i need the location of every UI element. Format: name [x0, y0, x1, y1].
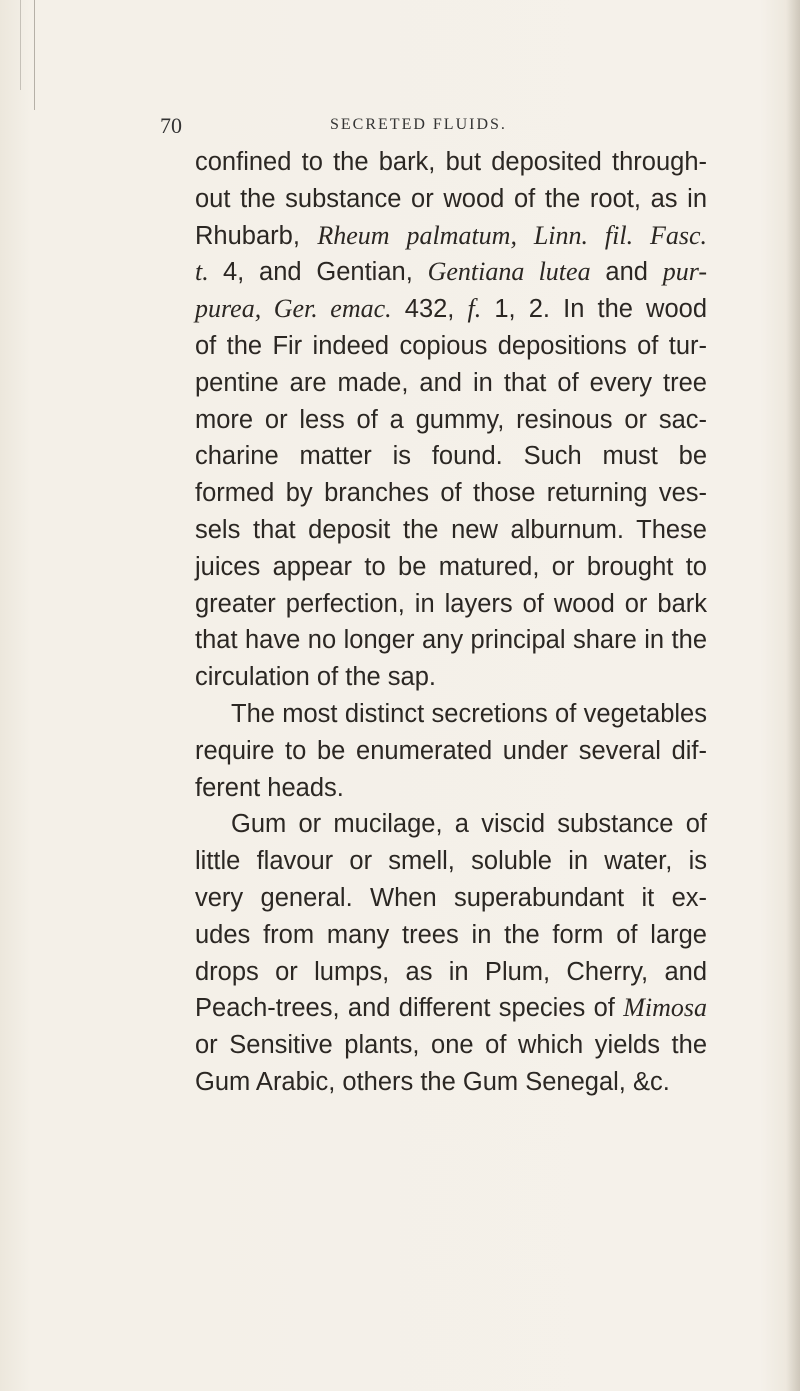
- italic-text-segment: f.: [467, 294, 482, 324]
- binding-shadow: [786, 0, 800, 1391]
- italic-text-segment: purea, Ger. emac.: [195, 294, 392, 324]
- text-segment: Gum Arabic, others the Gum Senegal, &c.: [195, 1067, 670, 1096]
- text-line: [195, 181, 707, 218]
- text-line: [195, 586, 707, 623]
- text-segment: 432,: [391, 295, 468, 324]
- text-line: [195, 365, 707, 402]
- text-line: [195, 438, 707, 475]
- italic-text-segment: Gentiana lutea: [427, 257, 591, 287]
- text-line: [195, 917, 707, 954]
- text-line: [195, 622, 707, 659]
- text-segment: circulation of the sap.: [195, 663, 436, 692]
- text-line: [195, 218, 707, 255]
- text-segment: very general. When superabundant it ex-: [195, 883, 707, 912]
- text-line: [195, 328, 707, 365]
- italic-text-segment: Rheum palmatum, Linn. fil. Fasc.: [317, 220, 707, 250]
- text-segment: Gum or mucilage, a viscid substance of: [231, 810, 707, 839]
- text-line: [195, 990, 707, 1027]
- body-text: [195, 144, 707, 1101]
- text-line: [195, 1027, 707, 1064]
- text-line: [195, 880, 707, 917]
- page-edge-line: [34, 0, 35, 110]
- text-segment: and: [590, 258, 663, 287]
- text-line: [195, 291, 707, 328]
- text-line: [195, 770, 707, 807]
- text-segment: little flavour or smell, soluble in water, is: [195, 847, 707, 876]
- text-line: [195, 254, 707, 291]
- page-number: 70: [160, 113, 182, 138]
- text-line: [195, 659, 707, 696]
- page-header: [0, 113, 800, 143]
- text-segment: require to be enumerated under several dif-: [195, 736, 707, 765]
- text-line: [195, 144, 707, 181]
- text-segment: greater perfection, in layers of wood or bark: [195, 589, 707, 618]
- text-segment: or Sensitive plants, one of which yields the: [195, 1031, 707, 1060]
- text-segment: formed by branches of those returning ves-: [195, 479, 707, 508]
- text-segment: more or less of a gummy, resinous or sac-: [195, 405, 707, 434]
- text-segment: pentine are made, and in that of every tree: [195, 368, 707, 397]
- text-segment: charine matter is found. Such must be: [195, 442, 707, 471]
- text-line: [195, 512, 707, 549]
- text-segment: Rhubarb,: [195, 221, 318, 250]
- text-segment: juices appear to be matured, or brought to: [195, 552, 707, 581]
- page-edge-line-secondary: [20, 0, 21, 90]
- text-segment: Peach-trees, and different species of: [195, 994, 624, 1023]
- text-line: [195, 549, 707, 586]
- text-line: [195, 954, 707, 991]
- text-line: [195, 843, 707, 880]
- text-segment: udes from many trees in the form of large: [195, 920, 707, 949]
- text-line: [195, 402, 707, 439]
- text-segment: drops or lumps, as in Plum, Cherry, and: [195, 957, 707, 986]
- text-segment: sels that deposit the new alburnum. These: [195, 515, 707, 544]
- text-segment: out the substance or wood of the root, as in: [195, 184, 707, 213]
- text-segment: ferent heads.: [195, 773, 344, 802]
- text-line: [195, 696, 707, 733]
- text-line: [195, 1064, 707, 1101]
- text-segment: The most distinct secretions of vegetables: [231, 699, 707, 728]
- italic-text-segment: pur-: [662, 257, 708, 287]
- text-segment: 1, 2. In the wood: [481, 295, 707, 324]
- italic-text-segment: Mimosa: [623, 993, 707, 1023]
- running-head: SECRETED FLUIDS.: [330, 116, 507, 133]
- text-segment: confined to the bark, but deposited through-: [195, 148, 707, 176]
- text-line: [195, 733, 707, 770]
- text-segment: 4, and Gentian,: [222, 258, 428, 287]
- italic-text-segment: t.: [195, 257, 223, 287]
- text-segment: of the Fir indeed copious depositions of tur-: [195, 331, 707, 360]
- text-line: [195, 475, 707, 512]
- text-segment: that have no longer any principal share in the: [195, 626, 707, 655]
- text-line: [195, 806, 707, 843]
